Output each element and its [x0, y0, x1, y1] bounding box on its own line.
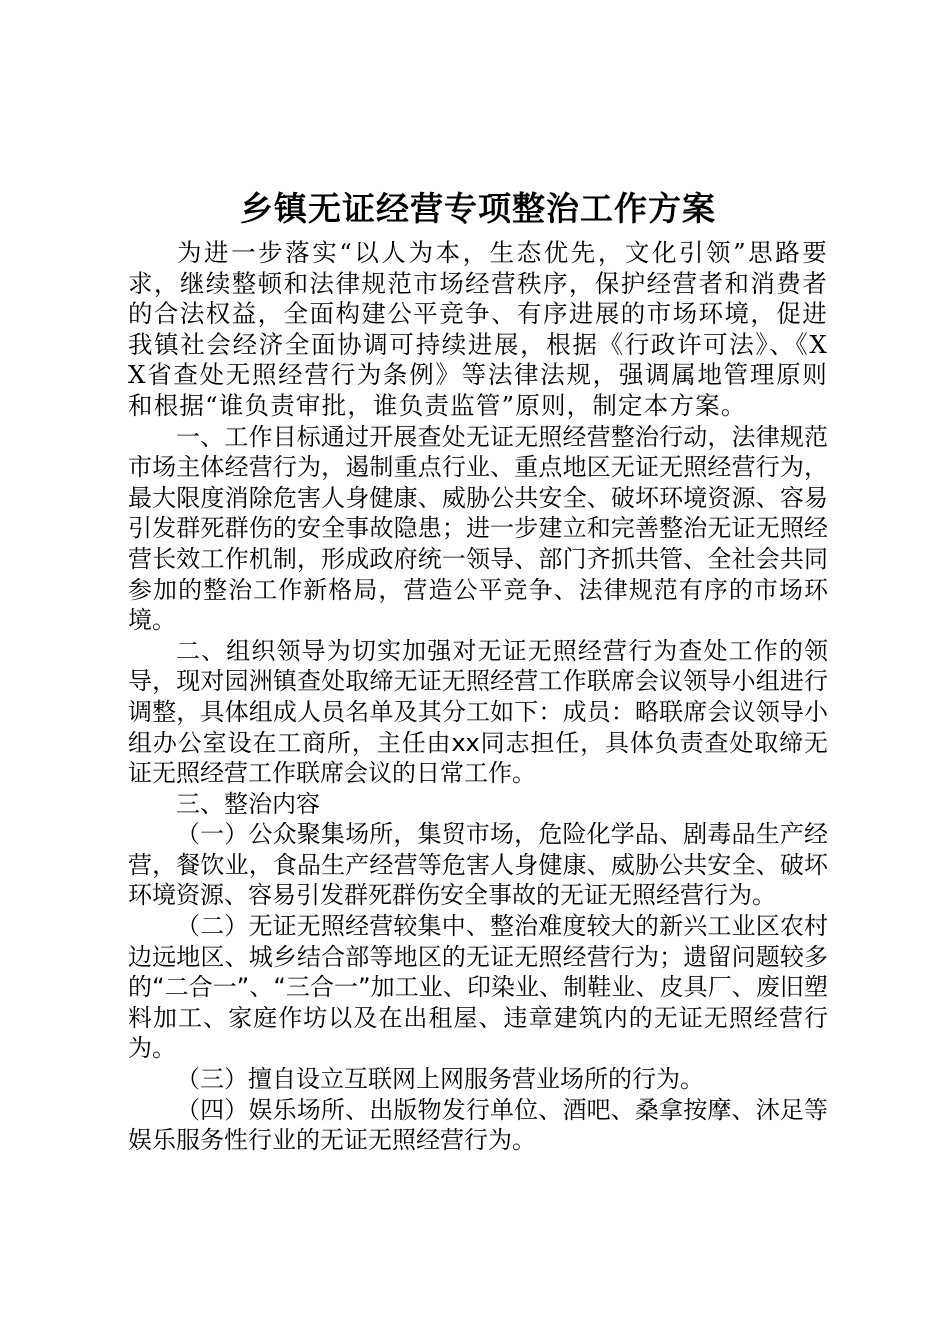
content-item-4: （四）娱乐场所、出版物发行单位、酒吧、桑拿按摩、沐足等娱乐服务性行业的无证无照经营行为。 [128, 1095, 828, 1155]
content-item-2: （二）无证无照经营较集中、整治难度较大的新兴工业区农村边远地区、城乡结合部等地区的无证无照经营行为；遗留问题较多的“二合一”、“三合一”加工业、印染业、制鞋业、皮具厂、废旧塑料加工、家庭作坊以及在出租屋、违章建筑内的无证无照经营行为。 [128, 912, 828, 1063]
document-title: 乡镇无证经营专项整治工作方案 [240, 189, 716, 228]
section-organization-paragraph: 二、组织领导为切实加强对无证无照经营行为查处工作的领导，现对园洲镇查处取缔无证无照经营工作联席会议领导小组进行调整，具体组成人员名单及其分工如下：成员：略联席会议领导小组办公室设在工商所，主任由xx同志担任，具体负责查处取缔无证无照经营工作联席会议的日常工作。 [128, 636, 828, 788]
section-goals-paragraph: 一、工作目标通过开展查处无证无照经营整治行动，法律规范市场主体经营行为，遏制重点行业、重点地区无证无照经营行为，最大限度消除危害人身健康、威胁公共安全、破坏环境资源、容易引发群死群伤的安全事故隐患；进一步建立和完善整治无证无照经营长效工作机制，形成政府统一领导、部门齐抓共管、全社会共同参加的整治工作新格局，营造公平竞争、法律规范有序的市场环境。 [128, 422, 828, 635]
document-page [128, 186, 828, 1156]
intro-paragraph: 为进一步落实“以人为本，生态优先，文化引领”思路要求，继续整顿和法律规范市场经营秩序，保护经营者和消费者的合法权益，全面构建公平竞争、有序进展的市场环境，促进我镇社会经济全面协调可持续进展，根据《行政许可法》、《XX省查处无照经营行为条例》等法律法规，强调属地管理原则和根据“谁负责审批，谁负责监管”原则，制定本方案。 [128, 238, 828, 420]
content-item-1: （一）公众聚集场所，集贸市场，危险化学品、剧毒品生产经营，餐饮业，食品生产经营等危害人身健康、威胁公共安全、破坏环境资源、容易引发群死群伤安全事故的无证无照经营行为。 [128, 820, 828, 910]
content-item-3: （三）擅自设立互联网上网服务营业场所的行为。 [176, 1065, 704, 1094]
section-content-heading: 三、整治内容 [176, 789, 320, 818]
